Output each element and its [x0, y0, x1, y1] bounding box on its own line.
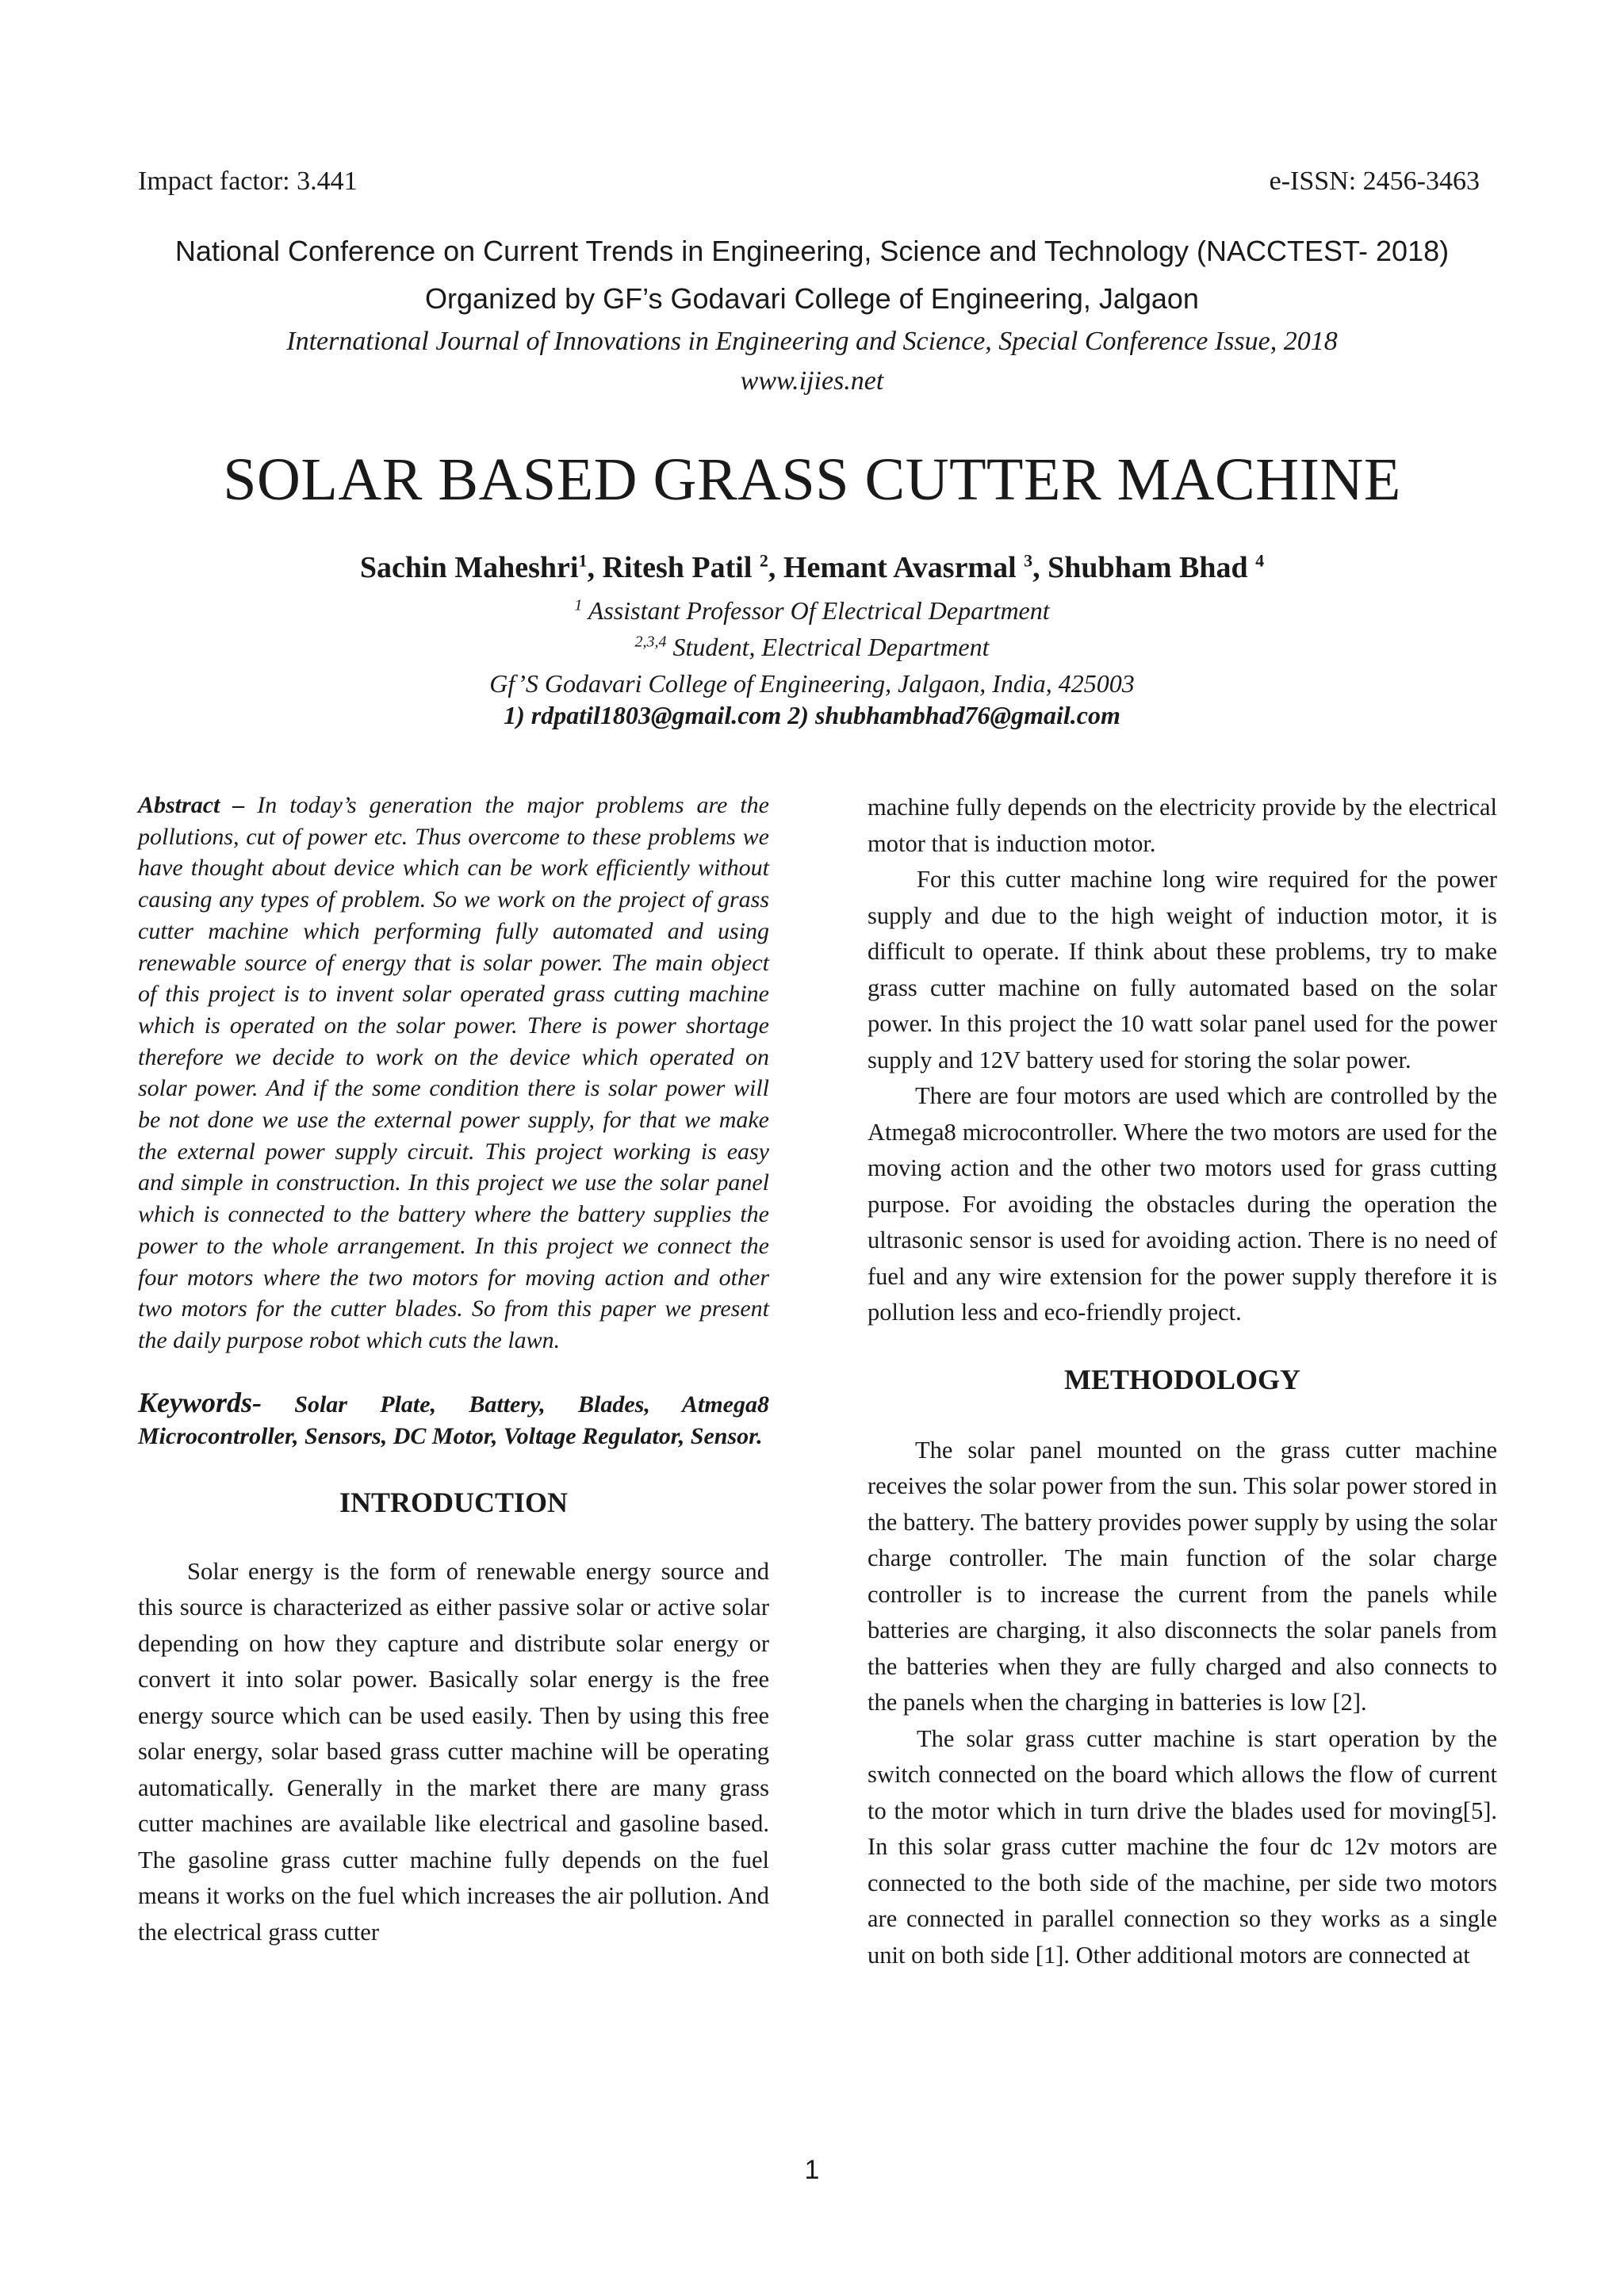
- author-affiliation-mark: 4: [1255, 550, 1265, 571]
- introduction-paragraph-3: There are four motors are used which are controlled by the Atmega8 microcontroller. Where the two motors are used for the moving action and the other two motors used for grass cutting purpose. For avoiding the obstacles during the operation the ultrasonic sensor is used for avoiding action. There is no need of fuel and any wire extension for the power supply therefore it is pollution less and eco-friendly project.: [868, 1082, 1497, 1326]
- page-header: [138, 166, 1480, 201]
- conference-organizer: Organized by GF’s Godavari College of Engineering, Jalgaon: [425, 282, 1199, 315]
- methodology-paragraph-1: The solar panel mounted on the grass cutter machine receives the solar power from the sun. This solar power stored in the battery. The battery provides power supply by using the solar charge controller. The main function of the solar charge controller is to increase the current from the panels while batteries are charging, it also disconnects the solar panels from the batteries when they are fully charged and also connects to the panels when the charging in batteries is low [2].: [868, 1436, 1497, 1716]
- keywords: [138, 1387, 769, 1452]
- affiliation-1: [0, 596, 1624, 626]
- right-column: [868, 790, 1497, 1973]
- abstract-label: Abstract –: [138, 792, 245, 818]
- journal-website[interactable]: www.ijies.net: [740, 366, 884, 396]
- impact-factor: Impact factor: 3.441: [138, 166, 358, 196]
- paper-title: SOLAR BASED GRASS CUTTER MACHINE: [223, 446, 1401, 513]
- affiliation-text: Student, Electrical Department: [666, 633, 990, 661]
- introduction-paragraph: Solar energy is the form of renewable energy source and this source is characterized as either passive solar or active solar depending on how they capture and distribute solar energy or convert it into solar power. Basically solar energy is the free energy source which can be used easily. Then by using this free solar energy, solar based grass cutter machine will be operating automatically. Generally in the market there are many grass cutter machines are available like electrical and gasoline based. The gasoline grass cutter machine fully depends on the fuel means it works on the fuel which increases the air pollution. And the electrical grass cutter: [138, 1557, 769, 1946]
- page-number: 1: [804, 2155, 820, 2185]
- author-name: Hemant Avasrmal: [783, 551, 1025, 584]
- author-name: Ritesh Patil: [602, 551, 760, 584]
- affiliation-mark: 2,3,4: [634, 633, 667, 651]
- methodology-paragraph-2: The solar grass cutter machine is start operation by the switch connected on the board which allows the flow of current to the motor which in turn drive the blades used for moving[5]. In this solar grass cutter machine the four dc 12v motors are connected to the both side of the machine, per side two motors are connected in parallel connection so they works as a single unit on both side [1]. Other additional motors are connected at: [868, 1724, 1497, 1969]
- conference-name: National Conference on Current Trends in Engineering, Science and Technology (NACCTEST- 2018): [174, 235, 1450, 267]
- affiliation-text: Assistant Professor Of Electrical Department: [582, 596, 1050, 625]
- author-affiliation-mark: 2: [759, 550, 768, 571]
- introduction-paragraph-2: For this cutter machine long wire required for the power supply and due to the high weight of induction motor, it is difficult to operate. If think about these problems, try to make grass cutter machine on fully automated based on the solar power. In this project the 10 watt solar panel used for the power supply and 12V battery used for storing the solar power.: [868, 866, 1497, 1073]
- methodology-heading: METHODOLOGY: [1063, 1363, 1301, 1395]
- keywords-label: Keywords-: [138, 1386, 262, 1418]
- abstract: [138, 790, 769, 1357]
- author-affiliation-mark: 3: [1024, 550, 1033, 571]
- introduction-continuation: machine fully depends on the electricity provide by the electrical motor that is induction motor.: [868, 794, 1497, 857]
- author-name: Shubham Bhad: [1048, 551, 1256, 584]
- author-name: Sachin Maheshri: [359, 551, 579, 584]
- issn: e-ISSN: 2456-3463: [1269, 166, 1480, 196]
- introduction-heading: INTRODUCTION: [339, 1486, 569, 1518]
- institution: Gf’S Godavari College of Engineering, Jalgaon, India, 425003: [489, 669, 1135, 698]
- author-list: [0, 550, 1624, 585]
- affiliation-2: [0, 633, 1624, 662]
- author-separator: ,: [1032, 551, 1048, 584]
- author-separator: ,: [768, 551, 783, 584]
- author-affiliation-mark: 1: [578, 550, 588, 571]
- left-column: [138, 790, 769, 1950]
- author-separator: ,: [587, 551, 603, 584]
- keywords-text: Solar Plate, Battery, Blades, Atmega8 Microcontroller, Sensors, DC Motor, Voltage Regulator, Sensor.: [138, 1391, 769, 1449]
- abstract-text: In today’s generation the major problems are the pollutions, cut of power etc. Thus overcome to these problems we have thought about device which can be work efficiently without causing any types of problem. So we work on the project of grass cutter machine which performing fully automated and using renewable source of energy that is solar power. The main object of this project is to invent solar operated grass cutting machine which is operated on the solar power. There is power shortage therefore we decide to work on the device which operated on solar power. And if the some condition there is solar power will be not done we use the external power supply, for that we make the external power supply circuit. This project working is easy and simple in construction. In this project we use the solar panel which is connected to the battery where the battery supplies the power to the whole arrangement. In this project we connect the four motors where the two motors for moving action and other two motors for the cutter blades. So from this paper we present the daily purpose robot which cuts the lawn.: [138, 792, 769, 1353]
- journal-name: International Journal of Innovations in Engineering and Science, Special Conference Issue, 2018: [286, 327, 1338, 356]
- affiliation-mark: 1: [574, 596, 583, 614]
- author-emails[interactable]: 1) rdpatil1803@gmail.com 2) shubhambhad76@gmail.com: [504, 701, 1120, 729]
